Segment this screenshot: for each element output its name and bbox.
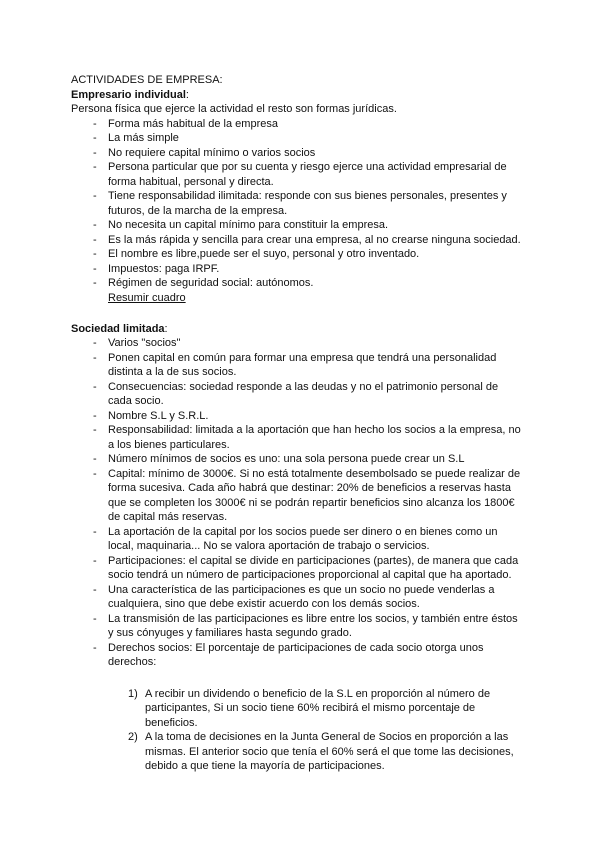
- document-title: ACTIVIDADES DE EMPRESA:: [71, 74, 223, 86]
- list-item-line: Una característica de las participaciones es que un socio no puede venderlas a: [108, 583, 495, 596]
- list-item: [71, 525, 541, 554]
- list-item-line: socio tendrá un número de participaciones proporcional al capital que ha aportado.: [108, 569, 512, 581]
- list-item-line: a los bienes particulares.: [108, 438, 230, 451]
- list-item-line: cada socio.: [108, 395, 164, 407]
- list-item: [71, 336, 541, 351]
- heading-suffix: :: [185, 88, 189, 101]
- numbered-item-line: mismas. El anterior socio que tenía el 60% será el que tome las decisiones,: [145, 745, 514, 758]
- list-item-line: La más simple: [108, 132, 179, 144]
- list-item-line: y sus cónyuges y familiares hasta segundo grado.: [108, 627, 352, 639]
- dash-bullet: -: [93, 612, 97, 625]
- dash-bullet: -: [93, 117, 97, 130]
- list-item-line: derechos:: [108, 656, 157, 668]
- list-item-line: distinta a la de sus socios.: [108, 366, 237, 378]
- list-item-line: de capital más reservas.: [108, 511, 228, 523]
- dash-bullet: -: [93, 351, 97, 364]
- list-item: [71, 409, 541, 424]
- dash-bullet: -: [93, 583, 97, 596]
- list-item-line: forma habitual, personal y directa.: [108, 175, 274, 188]
- list-item-line: Derechos socios: El porcentaje de participaciones de cada socio otorga unos: [108, 641, 484, 654]
- list-item-line: Número mínimos de socios es uno: una sola persona puede crear un S.L: [108, 453, 465, 465]
- list-item: [71, 247, 541, 262]
- list-item-line: Consecuencias: sociedad responde a las deudas y no el patrimonio personal de: [108, 380, 499, 393]
- numbered-item-line: A recibir un dividendo o beneficio de la S.L en proporción al número de: [145, 687, 491, 700]
- list-item: [71, 423, 541, 452]
- resumir-cuadro-link[interactable]: Resumir cuadro: [108, 291, 186, 304]
- numbered-item: [71, 730, 541, 774]
- list-item-line: No necesita un capital mínimo para constituir la empresa.: [108, 219, 389, 231]
- bullet-list: [71, 117, 541, 291]
- dash-bullet: -: [93, 219, 97, 231]
- list-item-line: cualquiera, sino que debe existir acuerdo con los demás socios.: [108, 598, 420, 610]
- dash-bullet: -: [93, 190, 97, 202]
- dash-bullet: -: [93, 277, 97, 289]
- numbered-item-line: beneficios.: [145, 716, 198, 729]
- list-item-line: forma sucesiva. Cada año habrá que destinar: 20% de beneficios a reservas hasta: [108, 482, 511, 494]
- list-item: [71, 554, 541, 583]
- list-item-line: No requiere capital mínimo o varios socios: [108, 146, 316, 159]
- list-item-line: que se completen los 3000€ ni se podrán repartir beneficios sino alcanza los 1800€: [108, 496, 515, 509]
- heading-text: Sociedad limitada: [71, 322, 165, 335]
- numbered-item: [71, 687, 541, 731]
- list-item-line: Es la más rápida y sencilla para crear una empresa, al no crearse ninguna sociedad.: [108, 233, 521, 246]
- bullet-list: [71, 336, 541, 670]
- list-item: [71, 380, 541, 409]
- list-item-line: La aportación de la capital por los socios puede ser dinero o en bienes como un: [108, 525, 498, 538]
- dash-bullet: -: [93, 248, 97, 260]
- item-number: 1): [128, 687, 138, 700]
- dash-bullet: -: [93, 525, 97, 538]
- dash-bullet: -: [93, 337, 97, 349]
- list-item: [71, 160, 541, 189]
- list-item: [71, 233, 541, 248]
- dash-bullet: -: [93, 262, 97, 275]
- dash-bullet: -: [93, 453, 97, 465]
- item-number: 2): [128, 731, 138, 743]
- list-item-line: Participaciones: el capital se divide en participaciones (partes), de manera que cada: [108, 554, 519, 567]
- numbered-list: [71, 687, 541, 774]
- list-item-line: local, maquinaria... No se valora aportación de trabajo o servicios.: [108, 540, 430, 552]
- dash-bullet: -: [93, 467, 97, 480]
- list-item: [71, 452, 541, 467]
- document: [71, 73, 541, 774]
- list-item: [71, 146, 541, 161]
- dash-bullet: -: [93, 409, 97, 422]
- list-item: [71, 641, 541, 670]
- dash-bullet: -: [93, 424, 97, 436]
- dash-bullet: -: [93, 132, 97, 144]
- list-item-line: Régimen de seguridad social: autónomos.: [108, 277, 314, 289]
- list-item: [71, 218, 541, 233]
- list-item-line: Varios "socios": [108, 337, 181, 349]
- list-item: [71, 351, 541, 380]
- dash-bullet: -: [93, 146, 97, 159]
- list-item: [71, 189, 541, 218]
- dash-bullet: -: [93, 161, 97, 173]
- list-item: [71, 117, 541, 132]
- dash-bullet: -: [93, 233, 97, 246]
- list-item-line: Ponen capital en común para formar una empresa que tendrá una personalidad: [108, 351, 497, 364]
- list-item: [71, 467, 541, 525]
- list-item-line: El nombre es libre,puede ser el suyo, personal y otro inventado.: [108, 248, 420, 260]
- list-item-line: futuros, de la marcha de la empresa.: [108, 204, 288, 217]
- numbered-item-line: debido a que tiene la mayoría de participaciones.: [145, 760, 385, 772]
- section-heading: [71, 322, 541, 337]
- list-item: [71, 276, 541, 291]
- list-item-line: Forma más habitual de la empresa: [108, 117, 278, 130]
- section-heading: [71, 88, 541, 103]
- dash-bullet: -: [93, 641, 97, 654]
- heading-suffix: :: [164, 322, 168, 335]
- intro-text: Persona física que ejerce la actividad el resto son formas jurídicas.: [71, 103, 397, 115]
- list-item: [71, 262, 541, 277]
- list-item-line: Capital: mínimo de 3000€. Si no está totalmente desembolsado se puede realizar de: [108, 467, 521, 480]
- list-item-line: Persona particular que por su cuenta y riesgo ejerce una actividad empresarial de: [108, 161, 507, 173]
- list-item: [71, 612, 541, 641]
- numbered-item-line: A la toma de decisiones en la Junta General de Socios en proporción a las: [145, 731, 509, 743]
- list-item-line: Tiene responsabilidad ilimitada: responde con sus bienes personales, presentes y: [108, 190, 507, 202]
- dash-bullet: -: [93, 380, 97, 393]
- list-item: [71, 583, 541, 612]
- numbered-item-line: participantes, Si un socio tiene 60% recibirá el mismo porcentaje de: [145, 702, 476, 714]
- list-item-line: Responsabilidad: limitada a la aportación que han hecho los socios a la empresa, no: [108, 424, 521, 436]
- list-item-line: La transmisión de las participaciones es libre entre los socios, y también entre éstos: [108, 612, 518, 625]
- list-item-line: Impuestos: paga IRPF.: [108, 262, 220, 275]
- heading-text: Empresario individual: [71, 88, 186, 101]
- list-item: [71, 131, 541, 146]
- dash-bullet: -: [93, 554, 97, 567]
- list-item-line: Nombre S.L y S.R.L.: [108, 409, 209, 422]
